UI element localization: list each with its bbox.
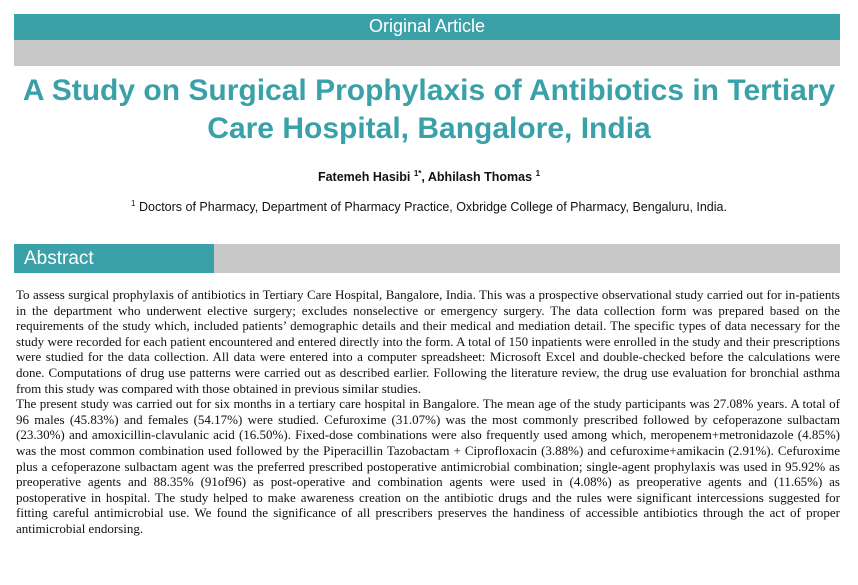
author-marker: 1* [413,169,422,178]
abstract-paragraph: To assess surgical prophylaxis of antibiotics in Tertiary Care Hospital, Bangalore, India. This was a prospective observational study carried out for in-patients in the department who underwent elective surgery; excludes nonselective or emergency surgery. The data collection form was prepared based on the requirements of the study which, included patients’ demographic details and their medical and mediation detail. The specific types of data necessary for the study were recorded for each patient encountered and entered directly into the form. A total of 150 inpatients were enrolled in the study and their prescriptions were studied for the data collection. All data were entered into a computer spreadsheet: Microsoft Excel and double-checked before the calculations were done. Computations of drug use patterns were carried out as described earlier. Following the literature review, the drug use evaluation for bronchial asthma from this study was compared with those obtained in previous similar studies. [16,287,840,396]
author-name: Abhilash Thomas [427,170,533,185]
section-label-bar [14,14,840,40]
abstract-paragraph: The present study was carried out for six months in a tertiary care hospital in Bangalore. The mean age of the study participants was 27.08% years. A total of 96 males (45.83%) and females (54.17%) were studied. Cefuroxime (31.07%) was the most commonly prescribed followed by cefoperazone sulbactam (23.30%) and amoxicillin-clavulanic acid (16.50%). Fixed-dose combinations were also frequently used among which, meropenem+metronidazole (4.85%) was the most common combination used followed by the Piperacillin Tazobactam + Ciprofloxacin (3.88%) and cefuroxime+amikacin (2.91%). Cefuroxime plus a cefoperazone sulbactam agent was the preferred prescribed postoperative antimicrobial combination; single-agent prophylaxis was used in 95.92% as preoperative agents and 88.35% (91of96) as post-operative and combination agents were used in (4.08%) as preoperative agents and (11.65%) as postoperative in hospital. The study helped to make awareness creation on the antibiotic drugs and the rules were significant intercessions suggested for fitting careful antimicrobial use. We found the significance of all prescribers preserves the handiness of accessible antibiotics through the act of proper antimicrobial endorsing. [16,396,840,536]
abstract-body [16,287,840,537]
author-separator: , [421,170,428,185]
section-label: Original Article [368,16,486,36]
abstract-heading: Abstract [14,244,214,273]
abstract-header-bar [14,244,840,273]
author-name: Fatemeh Hasibi [317,170,411,185]
header-grey-bar [14,40,840,66]
affiliation [0,199,858,214]
article-title: A Study on Surgical Prophylaxis of Antibiotics in Tertiary Care Hospital, Bangalore, India [22,74,836,145]
author-line [0,169,858,184]
affiliation-text: Doctors of Pharmacy, Department of Pharmacy Practice, Oxbridge College of Pharmacy, Bengaluru, India. [138,200,727,215]
author-marker: 1 [535,169,541,178]
affiliation-marker: 1 [131,199,136,208]
